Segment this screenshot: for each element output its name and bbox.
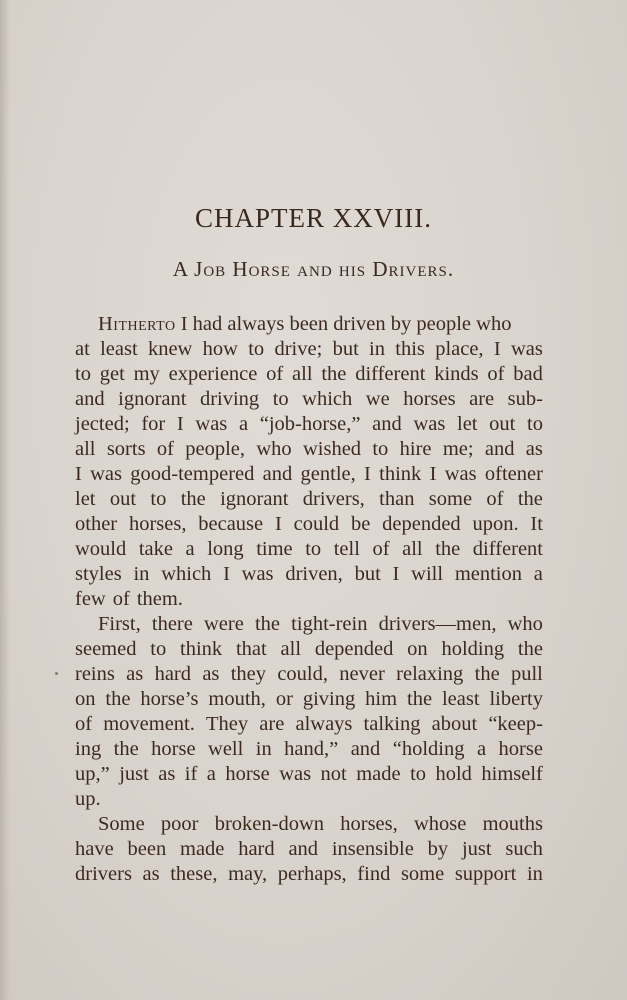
text-line [75, 687, 543, 712]
word: Some [98, 813, 145, 835]
word: different [472, 538, 543, 560]
word: if [184, 763, 198, 785]
word: ing [75, 738, 102, 760]
word: holding [441, 638, 505, 660]
word: the [105, 688, 131, 710]
word: in [133, 563, 150, 585]
word: was [444, 463, 477, 485]
word: take [138, 538, 173, 560]
word: They [206, 713, 249, 735]
word: I [223, 563, 230, 585]
word: I [493, 338, 501, 360]
word: First, [98, 613, 141, 635]
word: have [75, 838, 114, 860]
word: least [441, 688, 480, 710]
word: hold [435, 763, 472, 785]
word: that [235, 638, 267, 660]
word: as [142, 863, 160, 885]
word: think [180, 638, 223, 660]
word: and [262, 463, 293, 485]
word: my [133, 363, 160, 385]
word: for [141, 413, 166, 435]
word: giving [302, 688, 356, 710]
text-line [75, 812, 543, 837]
word: people, [185, 438, 246, 460]
word: was [279, 763, 312, 785]
word: to [75, 363, 91, 385]
text-line [75, 862, 543, 887]
text-line [75, 837, 543, 862]
word: than [379, 488, 415, 510]
line-1-text [98, 312, 511, 337]
word: drivers—men, [378, 613, 497, 635]
word: as [158, 763, 176, 785]
word: liberty [489, 688, 543, 710]
page-gutter-shadow [0, 0, 10, 1000]
word: such [505, 838, 543, 860]
word: drive; [274, 338, 323, 360]
word: tight-rein [291, 613, 368, 635]
word: because [198, 513, 264, 535]
word: and [75, 388, 105, 410]
line-1-rest: I had always been driven by people who [175, 313, 512, 335]
word: to [527, 413, 543, 435]
word: well [208, 738, 244, 760]
word: always [295, 713, 353, 735]
word: the [113, 738, 139, 760]
word: I [392, 563, 400, 585]
word: the [180, 488, 206, 510]
word: the [474, 663, 500, 685]
word: let [75, 488, 96, 510]
word: not [320, 763, 347, 785]
text-line-1 [75, 312, 543, 337]
word: a [533, 563, 543, 585]
word: I [274, 513, 282, 535]
word: they [230, 663, 266, 685]
word: this [395, 338, 425, 360]
word: movement. [103, 713, 195, 735]
word: jected; [75, 413, 130, 435]
word: reins [75, 663, 115, 685]
page-speck [55, 672, 58, 675]
word: himself [481, 763, 543, 785]
word: the [321, 363, 347, 385]
word: tell [333, 538, 360, 560]
word: by [427, 838, 449, 860]
word: I [176, 413, 184, 435]
text-line [75, 362, 543, 387]
text-line [75, 662, 543, 687]
word: in [255, 738, 272, 760]
word: never [339, 663, 385, 685]
word: there [151, 613, 193, 635]
text-line [75, 612, 543, 637]
word: I [364, 463, 371, 485]
word: were [204, 613, 244, 635]
word: may, [228, 863, 268, 885]
word: was [90, 463, 122, 485]
word: support [454, 863, 517, 885]
word: broken-down [214, 813, 325, 835]
text-line [75, 787, 543, 812]
word: kinds [434, 363, 479, 385]
word: seemed [75, 638, 137, 660]
word: been [127, 838, 167, 860]
word: talking [363, 713, 421, 735]
word: we [365, 388, 390, 410]
word: of [266, 363, 284, 385]
word: a [185, 538, 195, 560]
word: “holding [392, 738, 465, 760]
word: let [457, 413, 478, 435]
word: sorts [106, 438, 146, 460]
word: as [202, 663, 220, 685]
word: in [526, 863, 543, 885]
word: horse [225, 763, 270, 785]
word: up. [75, 788, 101, 810]
text-line [75, 587, 543, 612]
word: time [256, 538, 293, 560]
word: would [75, 538, 127, 560]
word: some [400, 863, 445, 885]
word: who [507, 613, 543, 635]
word: upon. [472, 513, 519, 535]
word: to [272, 388, 289, 410]
word: of [372, 538, 390, 560]
word: relaxing [396, 663, 464, 685]
text-line [75, 437, 543, 462]
word: to [372, 438, 389, 460]
word: whose [413, 813, 467, 835]
word: who [256, 438, 292, 460]
word: in [369, 338, 385, 360]
text-line [75, 512, 543, 537]
word: which [161, 563, 212, 585]
word: was [510, 338, 543, 360]
word: few [75, 588, 106, 610]
word: some [428, 488, 473, 510]
chapter-subtitle: A Job Horse and his Drivers. [172, 257, 455, 281]
text-line [75, 387, 543, 412]
word: pull [510, 663, 543, 685]
word: good-tempered [130, 463, 255, 485]
word: are [259, 713, 285, 735]
word: poor [160, 813, 199, 835]
word: depended [314, 638, 394, 660]
word: the [254, 613, 281, 635]
word: horse’s [140, 688, 199, 710]
word: on [75, 688, 96, 710]
word: mouth, [208, 688, 266, 710]
word: the [435, 538, 461, 560]
word: out [109, 488, 137, 510]
word: to [305, 538, 322, 560]
word: driven, [285, 563, 343, 585]
word: on [407, 638, 428, 660]
text-line [75, 487, 543, 512]
word: horses, [340, 813, 398, 835]
word: hire [399, 438, 432, 460]
word: just [119, 763, 149, 785]
word: place, [435, 338, 484, 360]
word: experience [168, 363, 258, 385]
word: could, [277, 663, 328, 685]
word: all [292, 363, 313, 385]
word: find [357, 863, 391, 885]
word: was [195, 413, 228, 435]
word: and [484, 438, 515, 460]
word: to [150, 638, 167, 660]
word: all [280, 638, 302, 660]
word: bad [513, 363, 543, 385]
word: a [476, 738, 487, 760]
word: me; [442, 438, 474, 460]
text-line [75, 562, 543, 587]
word: hard [154, 663, 191, 685]
word: at [75, 338, 90, 360]
word: drivers, [302, 488, 365, 510]
text-line [75, 762, 543, 787]
word: how [202, 338, 238, 360]
word: be [350, 513, 371, 535]
word: a [238, 413, 249, 435]
word: depended [382, 513, 461, 535]
word: styles [75, 563, 122, 585]
word: mention [454, 563, 522, 585]
word: of [75, 713, 93, 735]
word: but [332, 338, 359, 360]
word: the [517, 638, 543, 660]
word: get [99, 363, 125, 385]
text-line [75, 462, 543, 487]
word: of [112, 588, 130, 610]
word: to [150, 488, 167, 510]
word: which [302, 388, 353, 410]
word: and [288, 838, 319, 860]
word: him [365, 688, 398, 710]
word: all [402, 538, 423, 560]
word: to [410, 763, 427, 785]
body-text [75, 312, 543, 887]
word: was [241, 563, 274, 585]
word: the [517, 488, 543, 510]
word: long [207, 538, 244, 560]
word: mouths [482, 813, 543, 835]
word: of [156, 438, 174, 460]
word: oftener [484, 463, 543, 485]
word: as [126, 663, 144, 685]
word: or [275, 688, 293, 710]
word: horse [498, 738, 543, 760]
word: hand,” [284, 738, 339, 760]
word: think [379, 463, 422, 485]
word: just [461, 838, 492, 860]
word: and [350, 738, 381, 760]
word: horses, [128, 513, 187, 535]
word: about [431, 713, 478, 735]
word: insensible [331, 838, 414, 860]
word: ignorant [118, 388, 187, 410]
word: out [489, 413, 516, 435]
word: I [75, 463, 82, 485]
word: gentle, [300, 463, 356, 485]
word: driving [199, 388, 260, 410]
word: to [248, 338, 265, 360]
word: the [407, 688, 433, 710]
word: ignorant [220, 488, 289, 510]
word: It [530, 513, 543, 535]
text-line [75, 337, 543, 362]
word: them. [136, 588, 183, 610]
word: horses [403, 388, 456, 410]
word: was [413, 413, 446, 435]
word: as [525, 438, 543, 460]
word: but [354, 563, 381, 585]
word: up,” [75, 763, 110, 785]
word: could [293, 513, 340, 535]
word: different [355, 363, 426, 385]
word: knew [147, 338, 193, 360]
chapter-title: CHAPTER XXVIII. [195, 203, 432, 233]
word: drivers [75, 863, 132, 885]
text-line [75, 537, 543, 562]
word: of [487, 363, 505, 385]
word: wished [302, 438, 362, 460]
opening-word: Hitherto [98, 313, 176, 335]
word: are [469, 388, 495, 410]
text-line [75, 637, 543, 662]
word: of [486, 488, 504, 510]
word: these, [170, 863, 218, 885]
word: hard [238, 838, 275, 860]
text-line [75, 737, 543, 762]
word: a [206, 763, 216, 785]
text-line [75, 712, 543, 737]
word: horse [151, 738, 196, 760]
word: “keep- [488, 713, 543, 735]
word: “job-horse,” [259, 413, 361, 435]
word: other [75, 513, 118, 535]
word: will [411, 563, 444, 585]
word: made [180, 838, 225, 860]
word: all [75, 438, 96, 460]
word: and [372, 413, 402, 435]
word: perhaps, [277, 863, 347, 885]
word: made [356, 763, 401, 785]
word: I [429, 463, 437, 485]
word: sub- [507, 388, 543, 410]
word: least [100, 338, 138, 360]
text-line [75, 412, 543, 437]
